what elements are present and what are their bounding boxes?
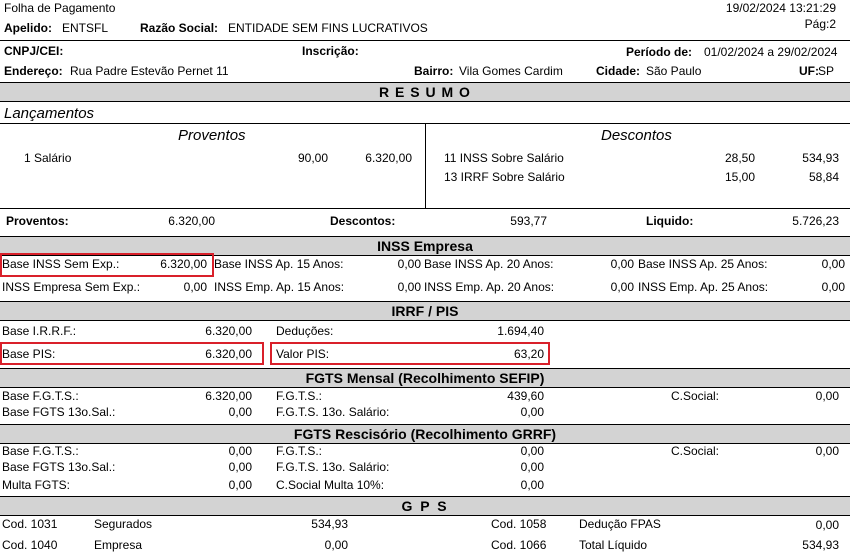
header-divider bbox=[0, 40, 850, 41]
gps-valor2: 0,00 bbox=[815, 518, 839, 532]
base-inss-20-label: Base INSS Ap. 20 Anos: bbox=[424, 257, 554, 271]
fgts-mensal-base13-label: Base FGTS 13o.Sal.: bbox=[2, 405, 116, 419]
deducoes-label: Deduções: bbox=[276, 324, 334, 338]
fgts-mensal-csocial-label: C.Social: bbox=[671, 389, 720, 403]
fgts-mensal-fgts13-label: F.G.T.S. 13o. Salário: bbox=[276, 405, 390, 419]
gps-valor: 0,00 bbox=[324, 538, 348, 552]
fgts-resc-base-label: Base F.G.T.S.: bbox=[2, 444, 79, 458]
gps-valor: 534,93 bbox=[311, 517, 348, 531]
inss-empresa-sem-exp-label: INSS Empresa Sem Exp.: bbox=[2, 280, 141, 294]
inss-emp-20-value: 0,00 bbox=[610, 280, 634, 294]
gps-cod2: Cod. 1066 bbox=[491, 538, 547, 552]
uf-label: UF: bbox=[799, 64, 819, 78]
gps-cod2: Cod. 1058 bbox=[491, 517, 547, 531]
total-descontos-value: 593,77 bbox=[510, 214, 547, 228]
uf-value: SP bbox=[818, 64, 835, 78]
liquido-label: Liquido: bbox=[646, 214, 694, 228]
bairro-label: Bairro: bbox=[414, 64, 454, 78]
valor-pis-label: Valor PIS: bbox=[276, 347, 330, 361]
report-datetime: 19/02/2024 13:21:29 bbox=[725, 1, 836, 15]
inss-emp-25-value: 0,00 bbox=[821, 280, 845, 294]
gps-band: G P S bbox=[0, 496, 850, 516]
fgts-rescisorio-band: FGTS Rescisório (Recolhimento GRRF) bbox=[0, 424, 850, 444]
report-title: Folha de Pagamento bbox=[4, 1, 116, 15]
fgts-resc-csocial-multa-label: C.Social Multa 10%: bbox=[276, 478, 385, 492]
fgts-mensal-fgts-label: F.G.T.S.: bbox=[276, 389, 323, 403]
liquido-value: 5.726,23 bbox=[792, 214, 839, 228]
endereco-value: Rua Padre Estevão Pernet 11 bbox=[70, 64, 229, 78]
fgts-mensal-fgts-value: 439,60 bbox=[507, 389, 544, 403]
valor-pis-value: 63,20 bbox=[513, 347, 544, 361]
cnpj-label: CNPJ/CEI: bbox=[4, 44, 64, 58]
bairro-value: Vila Gomes Cardim bbox=[459, 64, 563, 78]
fgts-resc-base-value: 0,00 bbox=[228, 444, 252, 458]
base-irrf-value: 6.320,00 bbox=[205, 324, 252, 338]
resumo-band: R E S U M O bbox=[0, 82, 850, 102]
apelido-value: ENTSFL bbox=[62, 21, 109, 35]
desconto-ref: 15,00 bbox=[724, 170, 755, 184]
razao-social-value: ENTIDADE SEM FINS LUCRATIVOS bbox=[228, 21, 428, 35]
base-irrf-label: Base I.R.R.F.: bbox=[2, 324, 77, 338]
desconto-valor: 58,84 bbox=[808, 170, 839, 184]
razao-social-label: Razão Social: bbox=[140, 21, 219, 35]
inscricao-label: Inscrição: bbox=[302, 44, 359, 58]
deducoes-value: 1.694,40 bbox=[497, 324, 544, 338]
descontos-title: Descontos bbox=[601, 127, 672, 144]
periodo-value: 01/02/2024 a 29/02/2024 bbox=[704, 45, 838, 59]
fgts-resc-fgts13-value: 0,00 bbox=[520, 460, 544, 474]
desconto-valor: 534,93 bbox=[802, 151, 839, 165]
periodo-label: Período de: bbox=[626, 45, 693, 59]
gps-cod: Cod. 1040 bbox=[2, 538, 58, 552]
fgts-resc-multa-value: 0,00 bbox=[228, 478, 252, 492]
resumo-column-divider bbox=[425, 124, 426, 208]
proventos-title: Proventos bbox=[178, 127, 246, 144]
total-proventos-label: Proventos: bbox=[6, 214, 69, 228]
cidade-value: São Paulo bbox=[646, 64, 702, 78]
fgts-resc-base13-label: Base FGTS 13o.Sal.: bbox=[2, 460, 116, 474]
total-proventos-value: 6.320,00 bbox=[168, 214, 215, 228]
inss-emp-20-label: INSS Emp. Ap. 20 Anos: bbox=[424, 280, 555, 294]
base-inss-25-value: 0,00 bbox=[821, 257, 845, 271]
apelido-label: Apelido: bbox=[4, 21, 52, 35]
highlight-valor-pis bbox=[270, 342, 550, 365]
desconto-desc: 13 IRRF Sobre Salário bbox=[444, 170, 565, 184]
base-inss-sem-exp-label: Base INSS Sem Exp.: bbox=[2, 257, 120, 271]
highlight-base-pis bbox=[0, 342, 264, 365]
fgts-resc-csocial-multa-value: 0,00 bbox=[520, 478, 544, 492]
fgts-resc-multa-label: Multa FGTS: bbox=[2, 478, 71, 492]
base-inss-20-value: 0,00 bbox=[610, 257, 634, 271]
base-inss-sem-exp-value: 6.320,00 bbox=[160, 257, 207, 271]
inss-empresa-sem-exp-value: 0,00 bbox=[183, 280, 207, 294]
provento-desc: 1 Salário bbox=[24, 151, 72, 165]
fgts-mensal-fgts13-value: 0,00 bbox=[520, 405, 544, 419]
base-inss-15-value: 0,00 bbox=[397, 257, 421, 271]
provento-valor: 6.320,00 bbox=[365, 151, 412, 165]
gps-desc2: Dedução FPAS bbox=[579, 517, 661, 531]
fgts-mensal-base-label: Base F.G.T.S.: bbox=[2, 389, 79, 403]
fgts-resc-base13-value: 0,00 bbox=[228, 460, 252, 474]
irrf-pis-band: IRRF / PIS bbox=[0, 301, 850, 321]
inss-emp-25-label: INSS Emp. Ap. 25 Anos: bbox=[638, 280, 769, 294]
gps-desc: Segurados bbox=[94, 517, 153, 531]
base-inss-15-label: Base INSS Ap. 15 Anos: bbox=[214, 257, 344, 271]
inss-emp-15-value: 0,00 bbox=[397, 280, 421, 294]
fgts-mensal-base13-value: 0,00 bbox=[228, 405, 252, 419]
gps-cod: Cod. 1031 bbox=[2, 517, 58, 531]
inss-emp-15-label: INSS Emp. Ap. 15 Anos: bbox=[214, 280, 345, 294]
gps-valor2: 534,93 bbox=[802, 538, 839, 552]
fgts-mensal-base-value: 6.320,00 bbox=[205, 389, 252, 403]
fgts-mensal-csocial-value: 0,00 bbox=[815, 389, 839, 403]
total-descontos-label: Descontos: bbox=[330, 214, 396, 228]
fgts-mensal-band: FGTS Mensal (Recolhimento SEFIP) bbox=[0, 368, 850, 388]
page-number: Pág:2 bbox=[804, 17, 836, 31]
endereco-label: Endereço: bbox=[4, 64, 63, 78]
provento-ref: 90,00 bbox=[297, 151, 328, 165]
totals-divider bbox=[0, 208, 850, 209]
desconto-ref: 28,50 bbox=[724, 151, 755, 165]
fgts-resc-csocial-value: 0,00 bbox=[815, 444, 839, 458]
fgts-resc-csocial-label: C.Social: bbox=[671, 444, 720, 458]
base-inss-25-label: Base INSS Ap. 25 Anos: bbox=[638, 257, 768, 271]
inss-empresa-band: INSS Empresa bbox=[0, 236, 850, 256]
fgts-resc-fgts13-label: F.G.T.S. 13o. Salário: bbox=[276, 460, 390, 474]
gps-desc: Empresa bbox=[94, 538, 143, 552]
fgts-resc-fgts-value: 0,00 bbox=[520, 444, 544, 458]
highlight-base-inss bbox=[0, 253, 214, 277]
lancamentos-title: Lançamentos bbox=[4, 105, 95, 122]
fgts-resc-fgts-label: F.G.T.S.: bbox=[276, 444, 323, 458]
cidade-label: Cidade: bbox=[596, 64, 641, 78]
base-pis-label: Base PIS: bbox=[2, 347, 56, 361]
desconto-desc: 11 INSS Sobre Salário bbox=[444, 151, 564, 165]
gps-desc2: Total Líquido bbox=[579, 538, 648, 552]
base-pis-value: 6.320,00 bbox=[205, 347, 252, 361]
